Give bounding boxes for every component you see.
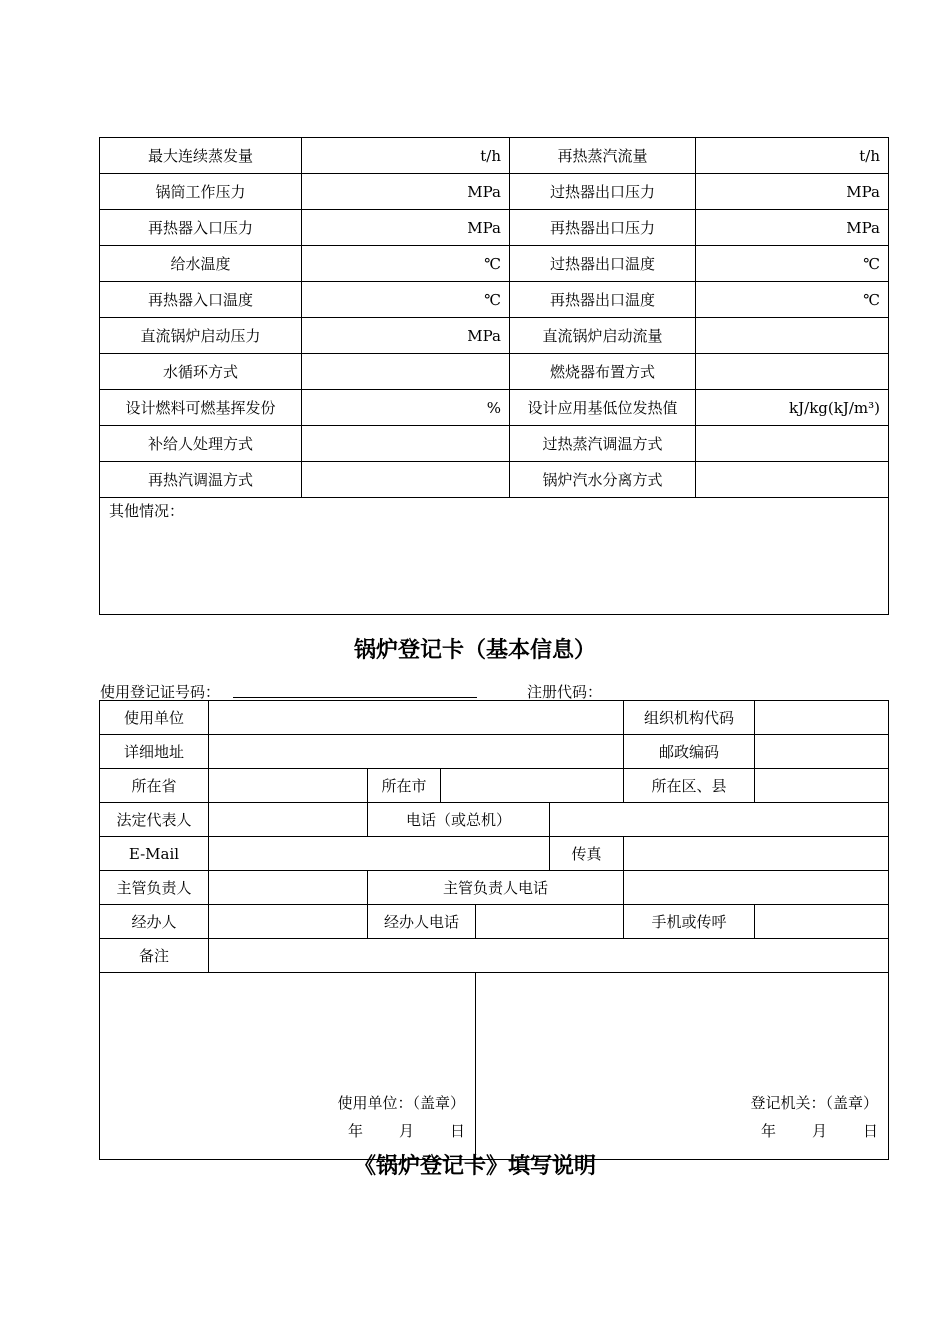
- table-row: [100, 837, 889, 871]
- table-row: [100, 282, 889, 318]
- param-value-field[interactable]: MPa: [302, 174, 510, 210]
- param-label: 直流锅炉启动流量: [510, 318, 696, 354]
- param-label: 再热蒸汽流量: [510, 138, 696, 174]
- district-field[interactable]: [755, 769, 889, 803]
- param-value-field[interactable]: t/h: [696, 138, 889, 174]
- district-label: 所在区、县: [624, 769, 755, 803]
- email-label: E-Mail: [100, 837, 209, 871]
- param-label: 再热器入口压力: [100, 210, 302, 246]
- table-row: [100, 462, 889, 498]
- param-label: 锅炉汽水分离方式: [510, 462, 696, 498]
- param-value-field[interactable]: MPa: [302, 210, 510, 246]
- param-label: 过热蒸汽调温方式: [510, 426, 696, 462]
- email-field[interactable]: [209, 837, 550, 871]
- remarks-field[interactable]: [209, 939, 889, 973]
- param-value-field[interactable]: kJ/kg(kJ/m³): [696, 390, 889, 426]
- param-label: 设计应用基低位发热值: [510, 390, 696, 426]
- manager-phone-field[interactable]: [624, 871, 889, 905]
- handler-phone-label: 经办人电话: [368, 905, 476, 939]
- province-label: 所在省: [100, 769, 209, 803]
- city-label: 所在市: [368, 769, 441, 803]
- table-row: [100, 390, 889, 426]
- handler-field[interactable]: [209, 905, 368, 939]
- param-value-field[interactable]: [302, 462, 510, 498]
- legal-rep-label: 法定代表人: [100, 803, 209, 837]
- table-row: [100, 210, 889, 246]
- table-row: [100, 354, 889, 390]
- table-row: [100, 905, 889, 939]
- user-unit-label: 使用单位: [100, 701, 209, 735]
- registration-code-label: 注册代码：: [527, 683, 603, 701]
- mobile-label: 手机或传呼: [624, 905, 755, 939]
- postal-code-label: 邮政编码: [624, 735, 755, 769]
- address-label: 详细地址: [100, 735, 209, 769]
- day-label: 日: [449, 1122, 465, 1140]
- manager-label: 主管负责人: [100, 871, 209, 905]
- param-value-field[interactable]: [696, 318, 889, 354]
- manager-phone-label: 主管负责人电话: [368, 871, 624, 905]
- legal-rep-field[interactable]: [209, 803, 368, 837]
- table-row: [100, 769, 889, 803]
- table-row: [100, 138, 889, 174]
- param-value-field[interactable]: %: [302, 390, 510, 426]
- param-value-field[interactable]: MPa: [696, 174, 889, 210]
- param-label: 锅筒工作压力: [100, 174, 302, 210]
- other-info-row: [100, 498, 889, 615]
- param-value-field[interactable]: ℃: [696, 246, 889, 282]
- param-value-field[interactable]: MPa: [302, 318, 510, 354]
- param-label: 燃烧器布置方式: [510, 354, 696, 390]
- phone-label: 电话（或总机）: [368, 803, 550, 837]
- param-value-field[interactable]: ℃: [302, 246, 510, 282]
- address-field[interactable]: [209, 735, 624, 769]
- manager-field[interactable]: [209, 871, 368, 905]
- param-label: 过热器出口压力: [510, 174, 696, 210]
- table-row: [100, 803, 889, 837]
- postal-code-field[interactable]: [755, 735, 889, 769]
- param-value-field[interactable]: t/h: [302, 138, 510, 174]
- fax-field[interactable]: [624, 837, 889, 871]
- org-code-field[interactable]: [755, 701, 889, 735]
- signature-row: [100, 973, 889, 1160]
- authority-date: [725, 1117, 878, 1145]
- authority-seal-cell[interactable]: [476, 973, 889, 1160]
- table-row: [100, 735, 889, 769]
- param-label: 补给人处理方式: [100, 426, 302, 462]
- param-value-field[interactable]: [696, 426, 889, 462]
- registration-line: [100, 681, 890, 701]
- year-label: 年: [347, 1122, 363, 1140]
- param-value-field[interactable]: MPa: [696, 210, 889, 246]
- other-info-label: 其他情况：: [109, 502, 185, 520]
- day-label: 日: [863, 1122, 879, 1140]
- param-label: 水循环方式: [100, 354, 302, 390]
- table-row: [100, 174, 889, 210]
- instructions-title: 《锅炉登记卡》填写说明: [353, 1153, 596, 1179]
- param-value-field[interactable]: [696, 462, 889, 498]
- handler-phone-field[interactable]: [476, 905, 624, 939]
- param-label: 过热器出口温度: [510, 246, 696, 282]
- param-value-field[interactable]: [696, 354, 889, 390]
- cert-number-field[interactable]: [233, 697, 477, 698]
- param-value-field[interactable]: [302, 354, 510, 390]
- user-unit-seal-cell[interactable]: [100, 973, 476, 1160]
- other-info-cell[interactable]: [100, 498, 889, 615]
- phone-field[interactable]: [550, 803, 889, 837]
- param-label: 再热器出口压力: [510, 210, 696, 246]
- table-row: [100, 246, 889, 282]
- table-row: [100, 871, 889, 905]
- table-row: [100, 701, 889, 735]
- user-unit-field[interactable]: [209, 701, 624, 735]
- basic-info-table: [99, 700, 889, 1160]
- param-label: 直流锅炉启动压力: [100, 318, 302, 354]
- param-label: 设计燃料可燃基挥发份: [100, 390, 302, 426]
- mobile-field[interactable]: [755, 905, 889, 939]
- province-field[interactable]: [209, 769, 368, 803]
- basic-info-title: 锅炉登记卡（基本信息）: [353, 637, 596, 663]
- month-label: 月: [812, 1122, 828, 1140]
- authority-seal-label: 登记机关：（盖章）: [750, 1094, 879, 1112]
- param-label: 给水温度: [100, 246, 302, 282]
- param-label: 再热汽调温方式: [100, 462, 302, 498]
- param-value-field[interactable]: ℃: [302, 282, 510, 318]
- handler-label: 经办人: [100, 905, 209, 939]
- param-label: 再热器入口温度: [100, 282, 302, 318]
- fax-label: 传真: [550, 837, 624, 871]
- user-unit-date: [312, 1117, 465, 1145]
- table-row: [100, 939, 889, 973]
- param-value-field[interactable]: [302, 426, 510, 462]
- param-value-field[interactable]: ℃: [696, 282, 889, 318]
- year-label: 年: [760, 1122, 776, 1140]
- boiler-params-table: [99, 137, 889, 615]
- month-label: 月: [398, 1122, 414, 1140]
- user-unit-seal-label: 使用单位：（盖章）: [337, 1094, 465, 1112]
- table-row: [100, 426, 889, 462]
- city-field[interactable]: [441, 769, 624, 803]
- param-label: 最大连续蒸发量: [100, 138, 302, 174]
- param-label: 再热器出口温度: [510, 282, 696, 318]
- table-row: [100, 318, 889, 354]
- remarks-label: 备注: [100, 939, 209, 973]
- cert-number-label: 使用登记证号码：: [100, 683, 221, 701]
- org-code-label: 组织机构代码: [624, 701, 755, 735]
